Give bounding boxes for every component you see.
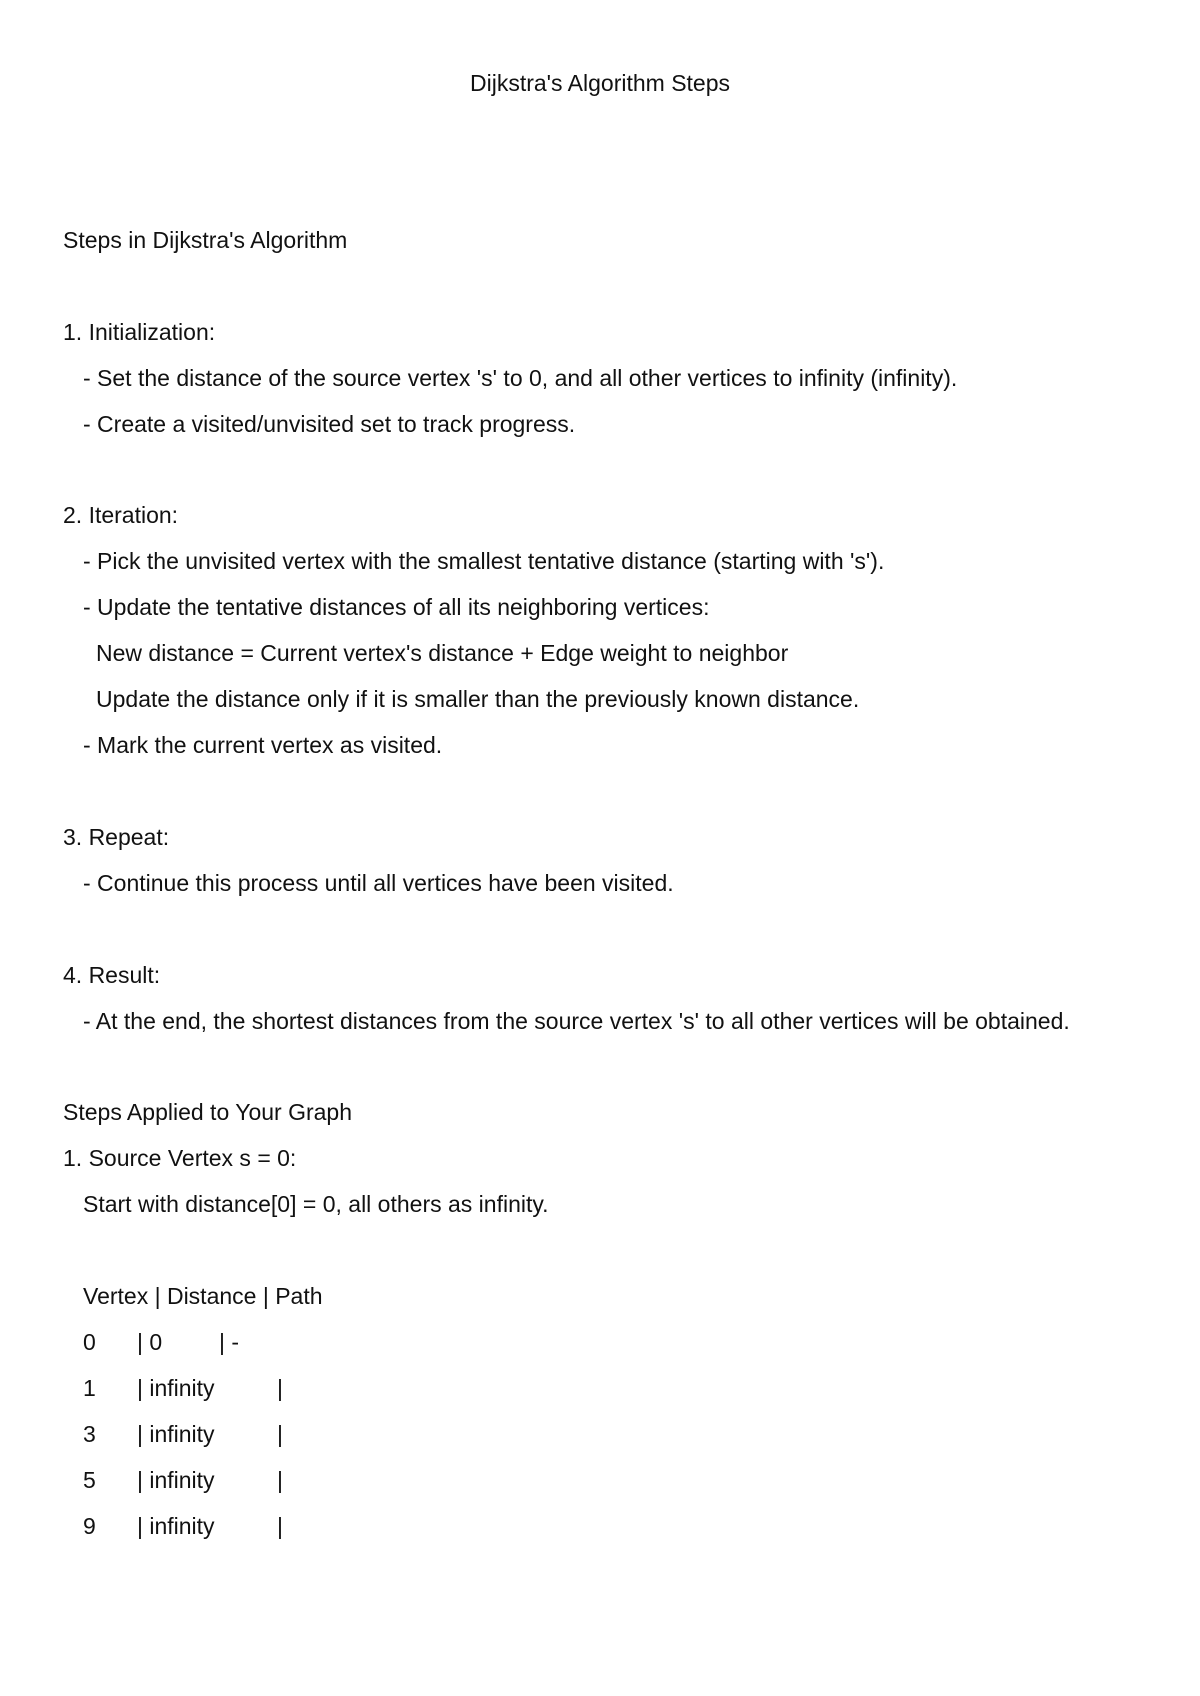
step-iteration-bullet: - Pick the unvisited vertex with the smallest tentative distance (starting with 's'). <box>83 548 885 574</box>
step-repeat-bullet: - Continue this process until all vertices have been visited. <box>83 870 674 896</box>
path-cell: | - <box>219 1329 240 1355</box>
section-heading-applied: Steps Applied to Your Graph <box>63 1099 352 1125</box>
source-vertex-text: Start with distance[0] = 0, all others as infinity. <box>83 1191 549 1217</box>
step-initialization-bullet: - Set the distance of the source vertex 's' to 0, and all other vertices to infinity (infinity). <box>83 365 958 391</box>
page-title: Dijkstra's Algorithm Steps <box>469 70 731 96</box>
iteration-formula: New distance = Current vertex's distance + Edge weight to neighbor <box>96 640 789 666</box>
step-result-bullet: - At the end, the shortest distances from the source vertex 's' to all other vertices will be obtained. <box>83 1008 1070 1034</box>
distance-cell: | infinity <box>137 1421 215 1447</box>
step-repeat-heading: 3. Repeat: <box>63 824 170 850</box>
distance-cell: | infinity <box>137 1467 215 1493</box>
step-initialization-bullet: - Create a visited/unvisited set to track progress. <box>83 411 576 437</box>
step-iteration-heading: 2. Iteration: <box>63 502 179 528</box>
distance-cell: | 0 <box>137 1329 163 1355</box>
vertex-cell: 9 <box>83 1513 96 1539</box>
path-cell: | <box>277 1467 283 1493</box>
vertex-cell: 5 <box>83 1467 96 1493</box>
path-cell: | <box>277 1421 283 1447</box>
step-iteration-bullet: - Update the tentative distances of all its neighboring vertices: <box>83 594 710 620</box>
vertex-cell: 1 <box>83 1375 96 1401</box>
iteration-note: Update the distance only if it is smaller than the previously known distance. <box>96 686 860 712</box>
section-heading-steps: Steps in Dijkstra's Algorithm <box>63 227 348 253</box>
path-cell: | <box>277 1513 283 1539</box>
step-initialization-heading: 1. Initialization: <box>63 319 216 345</box>
vertex-cell: 0 <box>83 1329 96 1355</box>
source-vertex-heading: 1. Source Vertex s = 0: <box>63 1145 297 1171</box>
vertex-cell: 3 <box>83 1421 96 1447</box>
path-cell: | <box>277 1375 283 1401</box>
step-iteration-bullet: - Mark the current vertex as visited. <box>83 732 443 758</box>
table-header: Vertex | Distance | Path <box>83 1283 323 1309</box>
distance-cell: | infinity <box>137 1513 215 1539</box>
step-result-heading: 4. Result: <box>63 962 161 988</box>
distance-cell: | infinity <box>137 1375 215 1401</box>
